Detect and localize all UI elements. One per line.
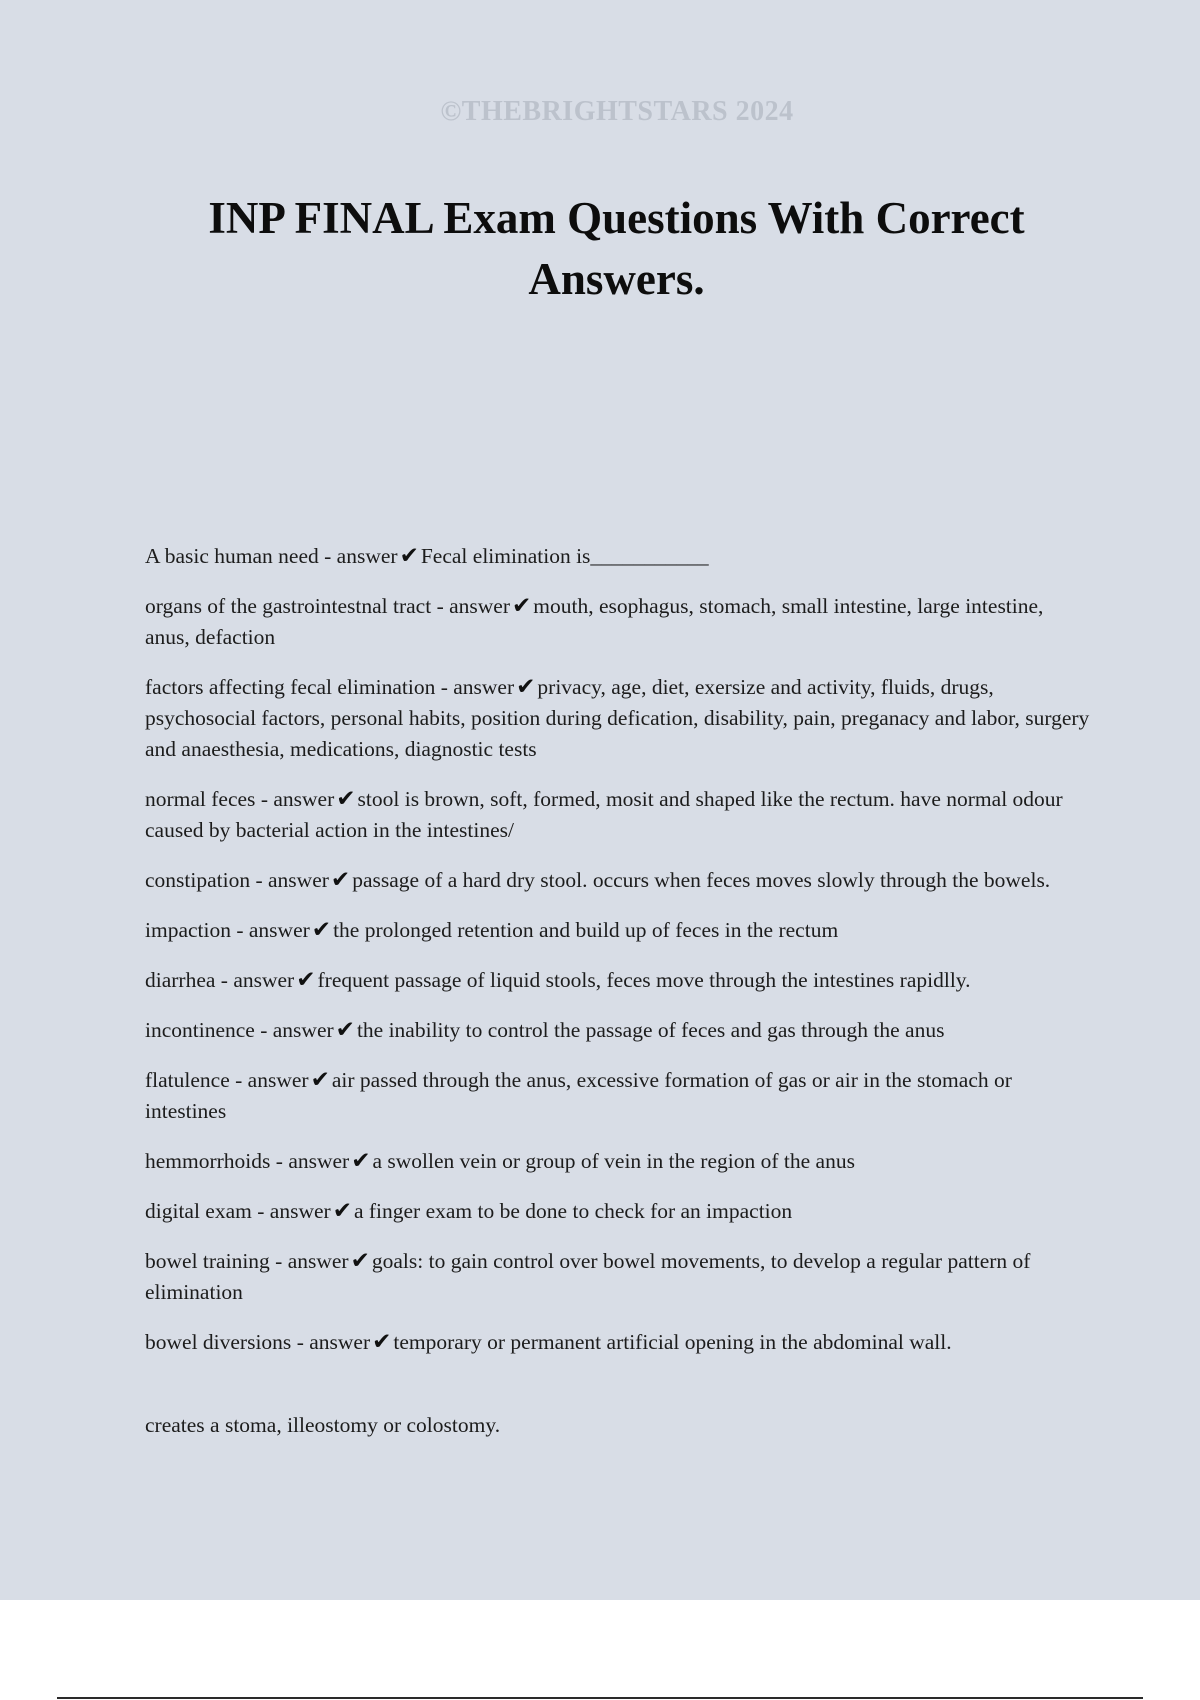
qa-term: constipation <box>145 868 251 892</box>
qa-separator: - answer <box>251 1199 331 1223</box>
qa-term: impaction <box>145 918 231 942</box>
qa-item <box>145 1327 1090 1358</box>
qa-answer: privacy, age, diet, exersize and activity, fluids, drugs, psychosocial factors, personal habits, position during defication, disability, pain, preganacy and labor, surgery and anaesthesia, medications, diagnostic tests <box>145 675 1090 761</box>
qa-term: normal feces <box>145 787 256 811</box>
qa-item <box>145 965 1090 996</box>
qa-separator: - answer <box>291 1330 371 1354</box>
checkmark-icon: ✔ <box>310 1067 330 1093</box>
qa-list <box>145 541 1090 1372</box>
qa-answer: Fecal elimination is___________ <box>420 544 709 568</box>
qa-item <box>145 591 1090 653</box>
qa-separator: - answer <box>435 675 515 699</box>
qa-separator: - answer <box>229 1068 309 1092</box>
checkmark-icon: ✔ <box>311 917 332 943</box>
qa-term: A basic human need <box>145 544 319 568</box>
qa-item <box>145 672 1090 765</box>
qa-answer: the prolonged retention and build up of feces in the rectum <box>333 918 839 942</box>
qa-answer: the inability to control the passage of feces and gas through the anus <box>356 1018 945 1042</box>
qa-separator: - answer <box>250 868 329 892</box>
footer-divider <box>57 1697 1143 1699</box>
checkmark-icon: ✔ <box>350 1248 370 1274</box>
qa-item <box>145 1015 1090 1046</box>
checkmark-icon: ✔ <box>351 1148 371 1174</box>
qa-term: bowel diversions <box>145 1330 292 1354</box>
qa-answer: passage of a hard dry stool. occurs when feces moves slowly through the bowels. <box>352 868 1051 892</box>
document-title: INP FINAL Exam Questions With Correct Answers. <box>208 193 1025 304</box>
qa-term: factors affecting fecal elimination <box>145 675 436 699</box>
qa-item <box>145 1065 1090 1127</box>
checkmark-icon: ✔ <box>296 967 316 993</box>
qa-answer: goals: to gain control over bowel movements, to develop a regular pattern of elimination <box>145 1249 1031 1304</box>
qa-item <box>145 784 1090 846</box>
qa-item <box>145 915 1090 946</box>
checkmark-icon: ✔ <box>399 543 419 569</box>
qa-term: incontinence <box>145 1018 255 1042</box>
qa-answer: stool is brown, soft, formed, mosit and shaped like the rectum. have normal odour caused by bacterial action in the intestines/ <box>145 787 1063 842</box>
qa-term: bowel training <box>145 1249 270 1273</box>
checkmark-icon: ✔ <box>516 674 536 700</box>
checkmark-icon: ✔ <box>335 1017 355 1043</box>
qa-separator: - answer <box>431 594 510 618</box>
qa-separator: - answer <box>269 1249 349 1273</box>
qa-item <box>145 1196 1090 1227</box>
qa-term: diarrhea <box>145 968 216 992</box>
qa-answer: a swollen vein or group of vein in the region of the anus <box>372 1149 855 1173</box>
qa-separator: - answer <box>215 968 295 992</box>
qa-item <box>145 1146 1090 1177</box>
qa-item <box>145 865 1090 896</box>
qa-separator: - answer <box>318 544 398 568</box>
checkmark-icon: ✔ <box>330 867 351 893</box>
checkmark-icon: ✔ <box>512 593 532 619</box>
qa-term: digital exam <box>145 1199 252 1223</box>
checkmark-icon: ✔ <box>372 1329 392 1355</box>
checkmark-icon: ✔ <box>332 1198 352 1224</box>
qa-item <box>145 1246 1090 1308</box>
qa-term: organs of the gastrointestnal tract <box>145 594 432 618</box>
checkmark-icon: ✔ <box>336 786 356 812</box>
qa-separator: - answer <box>270 1149 350 1173</box>
qa-answer: frequent passage of liquid stools, feces move through the intestines rapidlly. <box>317 968 971 992</box>
qa-answer: a finger exam to be done to check for an impaction <box>353 1199 793 1223</box>
watermark: ©THEBRIGHTSTARS 2024 <box>440 96 794 127</box>
qa-term: flatulence <box>145 1068 230 1092</box>
qa-answer: mouth, esophagus, stomach, small intestine, large intestine, anus, defaction <box>145 594 1044 649</box>
qa-item <box>145 541 1090 572</box>
qa-answer: air passed through the anus, excessive formation of gas or air in the stomach or intestines <box>145 1068 1012 1123</box>
qa-term: hemmorrhoids <box>145 1149 271 1173</box>
qa-separator: - answer <box>254 1018 334 1042</box>
qa-separator: - answer <box>255 787 335 811</box>
continuation-text: creates a stoma, illeostomy or colostomy. <box>145 1413 501 1437</box>
qa-separator: - answer <box>230 918 310 942</box>
qa-answer: temporary or permanent artificial opening in the abdominal wall. <box>393 1330 952 1354</box>
